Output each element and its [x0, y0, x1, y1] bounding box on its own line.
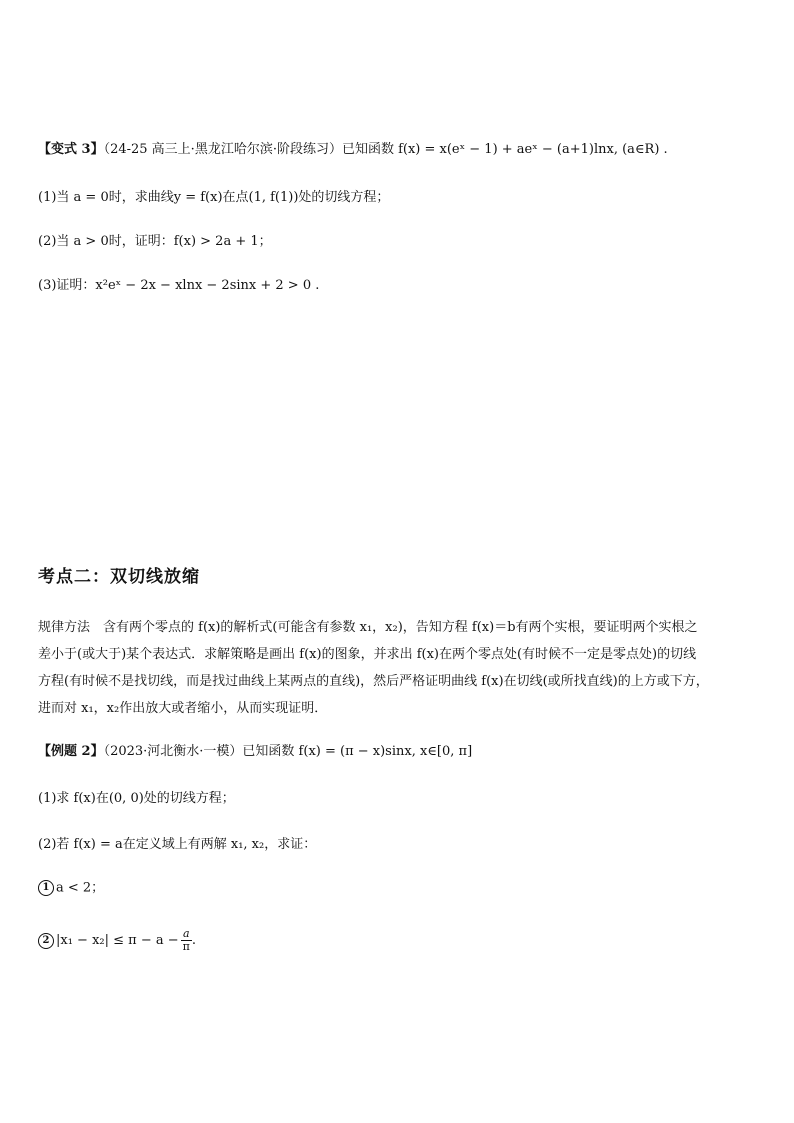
method-line: 规律方法 含有两个零点的 f(x)的解析式(可能含有参数 x₁，x₂)，告知方程 f(x)＝b有两个实根，要证明两个实根之	[38, 620, 698, 635]
variant3-question-2: (2)当 a > 0时，证明：f(x) > 2a + 1；	[38, 234, 272, 249]
example2-question-2: (2)若 f(x) = a在定义域上有两解 x₁, x₂，求证：	[38, 837, 317, 852]
fraction-numerator: a	[181, 928, 192, 941]
sub-2-text: |x₁ − x₂| ≤ π − a −	[56, 933, 179, 948]
circled-number-1: 1	[38, 880, 54, 896]
method-line: 方程(有时候不是找切线，而是找过曲线上某两点的直线)，然后严格证明曲线 f(x)在切线(或所找直线)的上方或下方，	[38, 674, 709, 689]
variant3-question-1: (1)当 a = 0时，求曲线y = f(x)在点(1, f(1))处的切线方程；	[38, 190, 390, 205]
method-line: 差小于(或大于)某个表达式．求解策略是画出 f(x)的图象，并求出 f(x)在两个零点处(有时候不一定是零点处)的切线	[38, 647, 697, 662]
example2-text: （2023·河北衡水·一模）已知函数 f(x) = (π − x)sinx, x∈[0, π]	[103, 744, 473, 759]
fraction-denominator: π	[182, 940, 190, 953]
variant3-text: （24-25 高三上·黑龙江哈尔滨·阶段练习）已知函数 f(x) = x(eˣ − 1) + aeˣ − (a+1)lnx, (a∈R) .	[103, 142, 668, 157]
example2-label: 【例题 2】	[38, 744, 104, 759]
variant3-line	[38, 142, 764, 158]
sub-1-text: a < 2；	[56, 880, 105, 896]
example2-sub-2	[38, 928, 764, 953]
method-paragraph	[38, 614, 768, 722]
variant3-label: 【变式 3】	[38, 142, 104, 157]
circled-number-2: 2	[38, 933, 54, 949]
example2-question-1: (1)求 f(x)在(0, 0)处的切线方程；	[38, 791, 235, 806]
sub-2-end: .	[191, 933, 197, 948]
fraction	[181, 928, 192, 953]
method-line: 进而对 x₁，x₂作出放大或者缩小，从而实现证明．	[38, 701, 328, 716]
example2-line	[38, 744, 764, 760]
variant3-question-3: (3)证明：x²eˣ − 2x − xlnx − 2sinx + 2 > 0 .	[38, 278, 320, 293]
section-heading: 考点二：双切线放缩	[38, 567, 200, 587]
example2-sub-1	[38, 880, 764, 897]
